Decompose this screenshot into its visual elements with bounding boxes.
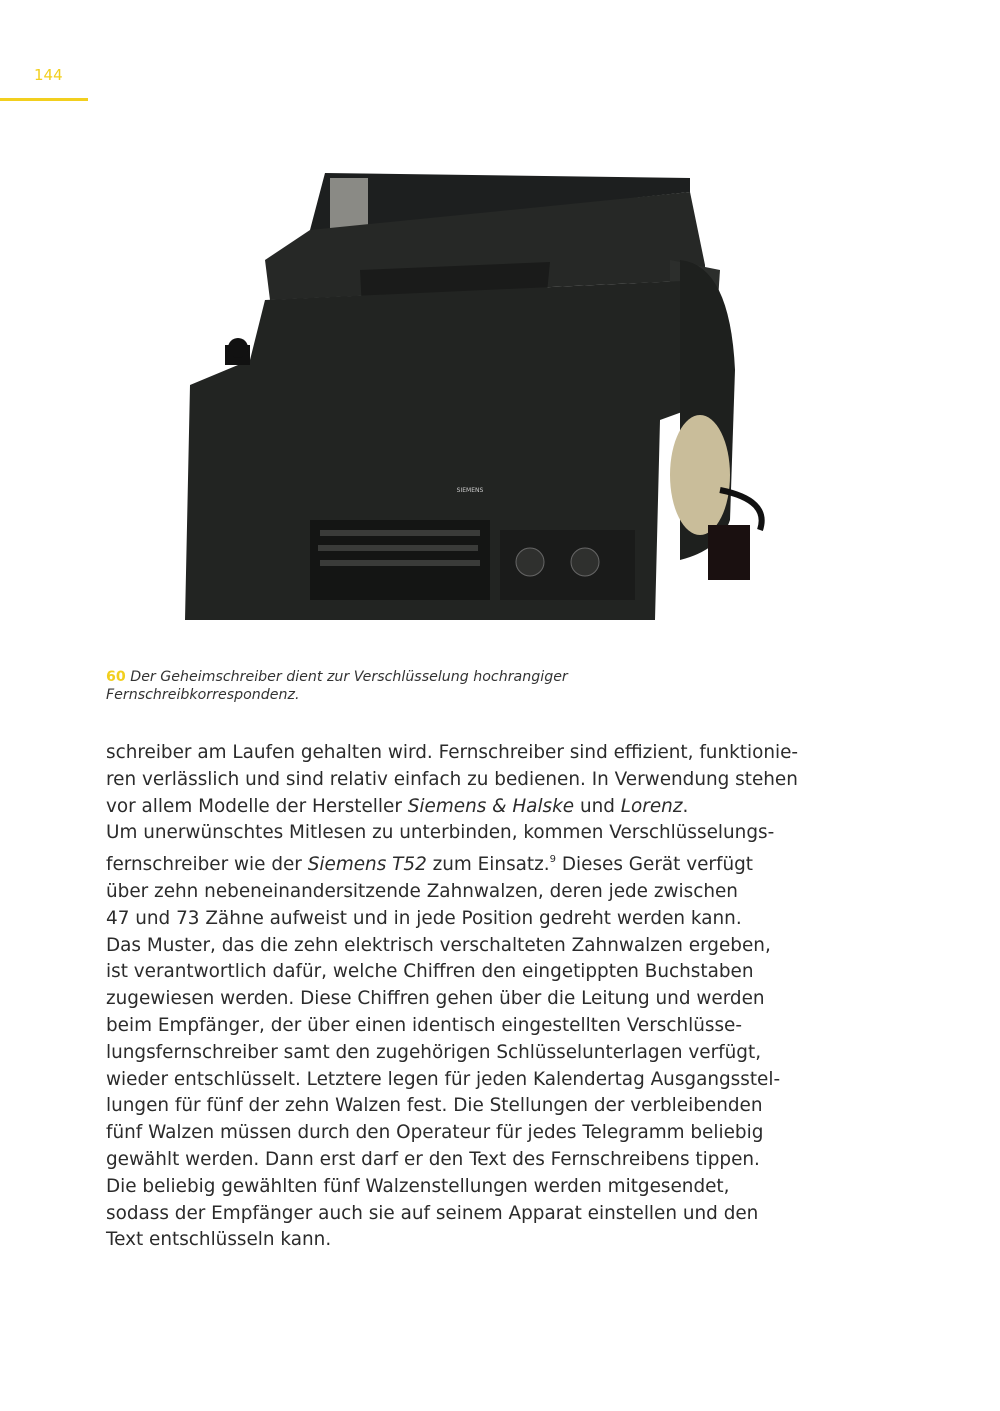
text-run: beim Empfänger, der über einen identisch eingestellten Verschlüsse- (106, 1014, 742, 1036)
body-line (106, 1201, 798, 1228)
figure-photo-cipher-machine (160, 170, 780, 630)
caption-text-line2: Fernschreibkorrespondenz. (106, 687, 300, 703)
text-run: Das Muster, das die zehn elektrisch verschalteten Zahnwalzen ergeben, (106, 934, 771, 956)
text-run: Die beliebig gewählten fünf Walzenstellungen werden mitgesendet, (106, 1175, 730, 1197)
siemens-logo-label: SIEMENS (456, 487, 484, 494)
text-run: 47 und 73 Zähne aufweist und in jede Position gedreht werden kann. (106, 907, 742, 929)
text-run: Siemens & Halske (407, 795, 575, 817)
body-line (106, 1147, 798, 1174)
text-run: Um unerwünschtes Mitlesen zu unterbinden, kommen Verschlüsselungs- (106, 822, 775, 844)
body-line (106, 986, 798, 1013)
text-run: fünf Walzen müssen durch den Operateur für jedes Telegramm beliebig (106, 1122, 764, 1144)
text-run: zum Einsatz. (426, 854, 550, 876)
text-run: zugewiesen werden. Diese Chiffren gehen über die Leitung und werden (106, 988, 765, 1010)
text-run: wieder entschlüsselt. Letztere legen für jeden Kalendertag Ausgangsstel- (106, 1068, 781, 1090)
body-line (106, 1120, 798, 1147)
body-line (106, 1013, 798, 1040)
body-line (106, 1174, 798, 1201)
body-line (106, 1093, 798, 1120)
text-run: Dieses Gerät verfügt (556, 854, 753, 876)
text-run: vor allem Modelle der Hersteller (106, 795, 408, 817)
body-line (106, 933, 798, 960)
text-run: über zehn nebeneinandersitzende Zahnwalzen, deren jede zwischen (106, 880, 738, 902)
text-run: sodass der Empfänger auch sie auf seinem Apparat einstellen und den (106, 1202, 759, 1224)
text-run: . (682, 795, 689, 817)
text-run: schreiber am Laufen gehalten wird. Fernschreiber sind effizient, funktionie- (106, 742, 799, 763)
text-run: lungsfernschreiber samt den zugehörigen Schlüsselunterlagen verfügt, (106, 1041, 762, 1063)
body-line (106, 794, 798, 821)
text-run: gewählt werden. Dann erst darf er den Text des Fernschreibens tippen. (106, 1148, 760, 1170)
caption-text-line1: Der Geheimschreiber dient zur Verschlüsselung hochrangiger (130, 669, 568, 685)
text-run: ist verantwortlich dafür, welche Chiffren den eingetippten Buchstaben (106, 961, 754, 983)
text-run: Lorenz (620, 795, 683, 817)
body-text (106, 740, 798, 1254)
text-run: ren verlässlich und sind relativ einfach zu bedienen. In Verwendung stehen (106, 768, 798, 790)
text-run: Siemens T52 (307, 854, 427, 876)
body-line (106, 879, 798, 906)
page-number: 144 (34, 66, 63, 84)
text-run: und (574, 795, 621, 817)
text-run: Text entschlüsseln kann. (106, 1229, 332, 1251)
body-line (106, 1067, 798, 1094)
text-run: fernschreiber wie der (106, 854, 308, 876)
footnote-ref: 9 (549, 854, 557, 866)
body-line (106, 767, 798, 794)
body-line (106, 959, 798, 986)
figure-caption (106, 668, 568, 704)
body-line (106, 1040, 798, 1067)
body-line (106, 1227, 798, 1254)
text-run: lungen für fünf der zehn Walzen fest. Die Stellungen der verbleibenden (106, 1095, 763, 1117)
body-line (106, 820, 798, 847)
page-number-rule (0, 98, 88, 101)
body-line (106, 740, 798, 767)
body-line (106, 847, 798, 879)
figure-number: 60 (106, 669, 126, 685)
body-line (106, 906, 798, 933)
